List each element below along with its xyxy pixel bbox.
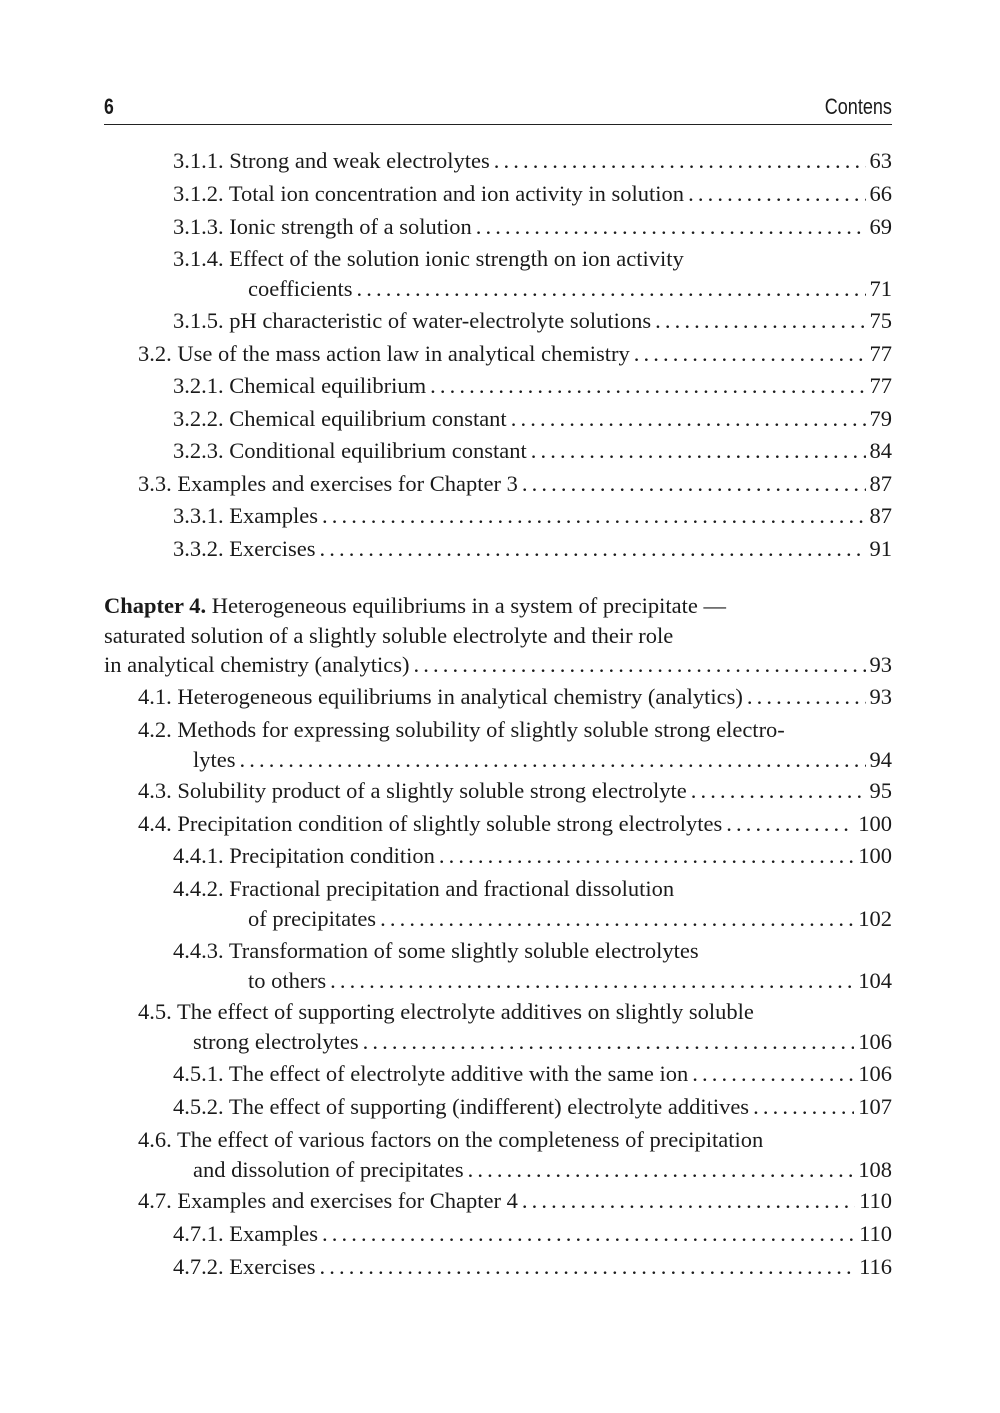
toc-entry-line <box>173 212 892 242</box>
toc-entry-page: 106 <box>858 1061 892 1086</box>
dot-leader <box>688 179 865 209</box>
toc-entry-page: 84 <box>869 438 892 463</box>
toc-entry-page: 100 <box>858 811 892 836</box>
dot-leader <box>726 809 854 839</box>
toc-entry[interactable] <box>173 841 892 871</box>
toc-entry-title: Examples <box>229 503 318 528</box>
toc-entry[interactable] <box>173 874 892 933</box>
toc-entry-title: Precipitation condition of slightly soluble strong electrolytes <box>177 811 723 836</box>
toc-entry[interactable] <box>138 776 892 806</box>
toc-entry-page: 104 <box>858 967 892 993</box>
toc-entry-title: Methods for expressing solubility of slightly soluble strong electro- <box>177 717 785 742</box>
toc-entry-title: coefficients <box>248 275 353 301</box>
toc-entry-number: 4.2. <box>138 717 172 742</box>
toc-entry-page: 66 <box>869 181 892 206</box>
toc-entry[interactable] <box>138 1186 892 1216</box>
toc-entry-line <box>173 1059 892 1089</box>
toc-entry[interactable] <box>138 682 892 712</box>
toc-entry-line <box>248 966 892 995</box>
toc-entry-number: 4.7.2. <box>173 1254 224 1279</box>
toc-entry-number: 3.1.3. <box>173 214 224 239</box>
dot-leader <box>476 212 866 242</box>
toc-entry-number: 4.6. <box>138 1127 172 1152</box>
toc-entry-number: Chapter 4. <box>104 593 207 618</box>
toc-entry[interactable] <box>138 997 892 1057</box>
toc-entry-page: 87 <box>869 503 892 528</box>
toc-entry-number: 4.7.1. <box>173 1221 224 1246</box>
toc-entry-title: Examples <box>229 1221 318 1246</box>
dot-leader <box>330 966 854 995</box>
toc-entry-page: 102 <box>858 905 892 931</box>
toc-entry-number: 3.3. <box>138 471 172 496</box>
toc-entry-title: Conditional equilibrium constant <box>229 438 527 463</box>
dot-leader <box>531 436 866 466</box>
toc-entry-title: Total ion concentration and ion activity in solution <box>228 181 685 206</box>
dot-leader <box>511 404 866 434</box>
toc-entry-title: Examples and exercises for Chapter 3 <box>177 471 518 496</box>
toc-entry-line <box>193 1155 892 1184</box>
dot-leader <box>319 1252 855 1282</box>
toc-entry-line <box>104 621 892 650</box>
toc-entry-number: 3.2.2. <box>173 406 224 431</box>
toc-entry-line <box>173 146 892 176</box>
dot-leader <box>240 745 866 774</box>
toc-entry[interactable] <box>173 501 892 531</box>
toc-entry[interactable] <box>173 179 892 209</box>
toc-entry[interactable] <box>173 404 892 434</box>
toc-entry-number: 4.7. <box>138 1188 172 1213</box>
toc-entry-line <box>138 682 892 712</box>
toc-entry-title: The effect of supporting electrolyte additives on slightly soluble <box>176 999 754 1024</box>
dot-leader <box>634 339 866 369</box>
toc-entry[interactable] <box>173 936 892 995</box>
toc-entry[interactable] <box>138 339 892 369</box>
toc-entry-number: 4.5. <box>138 999 172 1024</box>
toc-entry-number: 3.2.3. <box>173 438 224 463</box>
toc-entry-number: 3.2. <box>138 341 172 366</box>
toc-entry-page: 63 <box>869 148 892 173</box>
toc-entry-title: Chemical equilibrium <box>229 373 427 398</box>
toc-entry-number: 3.3.2. <box>173 536 224 561</box>
toc-entry[interactable] <box>138 1125 892 1184</box>
toc-entry[interactable] <box>173 1219 892 1249</box>
toc-entry[interactable] <box>173 534 892 564</box>
toc-entry-page: 106 <box>858 1028 892 1054</box>
toc-entry-page: 91 <box>869 536 892 561</box>
toc-entry-line <box>173 244 892 274</box>
toc-entry-page: 108 <box>858 1156 892 1182</box>
toc-entry-line <box>248 274 892 304</box>
toc-entry-page: 95 <box>869 778 892 803</box>
toc-entry-title: The effect of electrolyte additive with the same ion <box>228 1061 689 1086</box>
toc-entry[interactable] <box>173 146 892 176</box>
toc-entry-line <box>138 997 892 1027</box>
toc-entry[interactable] <box>173 371 892 401</box>
toc-entry[interactable] <box>173 212 892 242</box>
toc-entry-line <box>173 306 892 336</box>
toc-entry-title: to others <box>248 967 327 993</box>
toc-entry-line <box>193 1027 892 1057</box>
toc-entry-title: Exercises <box>229 536 316 561</box>
toc-entry-page: 87 <box>869 471 892 496</box>
toc-entry-page: 94 <box>869 746 892 772</box>
dot-leader <box>494 146 866 176</box>
toc-entry-number: 4.5.1. <box>173 1061 224 1086</box>
toc-entry-number: 4.1. <box>138 684 172 709</box>
dot-leader <box>522 1186 855 1216</box>
toc-entry-line <box>173 1092 892 1122</box>
toc-entry-line <box>138 715 892 745</box>
dot-leader <box>747 682 866 712</box>
toc-entry-line <box>193 745 892 774</box>
toc-entry[interactable] <box>173 306 892 336</box>
toc-entry-line <box>138 776 892 806</box>
toc-entry-number: 3.3.1. <box>173 503 224 528</box>
toc-entry[interactable] <box>138 469 892 499</box>
toc-entry[interactable] <box>138 715 892 774</box>
toc-entry-line <box>173 501 892 531</box>
toc-entry-line <box>173 1219 892 1249</box>
toc-entry-title: Ionic strength of a solution <box>229 214 472 239</box>
dot-leader <box>319 534 865 564</box>
toc-entry-title: lytes <box>193 746 236 772</box>
toc-entry-page: 77 <box>869 341 892 366</box>
dot-leader <box>357 274 866 304</box>
dot-leader <box>363 1027 855 1057</box>
toc-entry-line <box>138 339 892 369</box>
toc-entry-number: 3.1.4. <box>173 246 224 271</box>
toc-entry[interactable] <box>173 1252 892 1282</box>
toc-entry-number: 3.1.2. <box>173 181 224 206</box>
dot-leader <box>753 1092 854 1122</box>
toc-entry-line <box>173 841 892 871</box>
toc-entry-title: Strong and weak electrolytes <box>229 148 490 173</box>
dot-leader <box>692 1059 854 1089</box>
toc-entry-title: Examples and exercises for Chapter 4 <box>177 1188 518 1213</box>
toc-entry-line <box>138 1125 892 1155</box>
toc-entry-title: in analytical chemistry (analytics) <box>104 651 410 677</box>
toc-entry-line <box>104 650 892 679</box>
toc-entry-title: Transformation of some slightly soluble electrolytes <box>228 938 699 963</box>
toc-entry-number: 4.4. <box>138 811 172 836</box>
dot-leader <box>322 501 866 531</box>
toc-entry-line <box>173 436 892 466</box>
toc-entry-title: Precipitation condition <box>229 843 435 868</box>
toc-entry[interactable] <box>138 809 892 839</box>
toc-entry-title: Effect of the solution ionic strength on ion activity <box>229 246 684 271</box>
toc-entry-number: 3.2.1. <box>173 373 224 398</box>
toc-entry-line <box>173 404 892 434</box>
toc-entry-page: 79 <box>869 406 892 431</box>
toc-entry-title: Solubility product of a slightly soluble strong electrolyte <box>177 778 687 803</box>
toc-entry-title: strong electrolytes <box>193 1028 359 1054</box>
toc-entry-line <box>173 874 892 904</box>
toc-entry-page: 71 <box>869 275 892 301</box>
dot-leader <box>522 469 866 499</box>
toc-entry-line <box>173 534 892 564</box>
toc-entry-page: 107 <box>858 1094 892 1119</box>
dot-leader <box>468 1155 855 1184</box>
toc-entry-title: of precipitates <box>248 905 377 931</box>
toc-entry-number: 4.4.1. <box>173 843 224 868</box>
toc-entry-line <box>138 809 892 839</box>
toc-entry-line <box>173 1252 892 1282</box>
toc-entry-number: 4.4.2. <box>173 876 224 901</box>
toc-entry[interactable] <box>173 244 892 304</box>
toc-entry-title: Fractional precipitation and fractional dissolution <box>229 876 675 901</box>
toc-entry[interactable] <box>104 591 892 679</box>
dot-leader <box>322 1219 855 1249</box>
toc-entry-line <box>173 179 892 209</box>
dot-leader <box>655 306 865 336</box>
toc-entry-title: saturated solution of a slightly soluble electrolyte and their role <box>104 622 674 648</box>
toc-entry-page: 116 <box>859 1254 892 1279</box>
toc-entry-number: 3.1.5. <box>173 308 224 333</box>
toc-entry[interactable] <box>173 1059 892 1089</box>
toc-entry-title: Exercises <box>229 1254 316 1279</box>
toc-entry-title: Use of the mass action law in analytical chemistry <box>177 341 630 366</box>
toc-entry-line <box>173 371 892 401</box>
toc-entry-page: 93 <box>869 684 892 709</box>
dot-leader <box>430 371 865 401</box>
toc-entry-title: Heterogeneous equilibriums in analytical chemistry (analytics) <box>177 684 743 709</box>
toc-entry[interactable] <box>173 1092 892 1122</box>
dot-leader <box>380 904 854 933</box>
toc-entry-line <box>104 591 892 621</box>
toc-entry-line <box>173 936 892 966</box>
toc-entry-title: The effect of supporting (indifferent) electrolyte additives <box>228 1094 750 1119</box>
toc-entry-number: 4.3. <box>138 778 172 803</box>
toc-entry-line <box>248 904 892 933</box>
page-number: 6 <box>104 94 114 119</box>
toc-entry-title: pH characteristic of water-electrolyte solutions <box>229 308 652 333</box>
toc-entry-page: 110 <box>859 1221 892 1246</box>
dot-leader <box>414 650 866 679</box>
toc-entry-page: 69 <box>869 214 892 239</box>
toc-entry-page: 110 <box>859 1188 892 1213</box>
toc-entry-number: 4.4.3. <box>173 938 224 963</box>
toc-entry-page: 93 <box>869 651 892 677</box>
toc-entry-title: and dissolution of precipitates <box>193 1156 464 1182</box>
toc-entry-page: 75 <box>869 308 892 333</box>
dot-leader <box>691 776 866 806</box>
toc-entry-page: 100 <box>858 843 892 868</box>
toc-entry[interactable] <box>173 436 892 466</box>
toc-entry-title: Heterogeneous equilibriums in a system of precipitate — <box>211 593 726 618</box>
toc-entry-line <box>138 1186 892 1216</box>
toc-entry-page: 77 <box>869 373 892 398</box>
toc-entry-title: The effect of various factors on the completeness of precipitation <box>176 1127 764 1152</box>
toc-entry-line <box>138 469 892 499</box>
header-rule <box>104 124 892 125</box>
toc-entry-number: 3.1.1. <box>173 148 224 173</box>
toc-entry-title: Chemical equilibrium constant <box>229 406 507 431</box>
running-title: Contens <box>824 94 892 119</box>
dot-leader <box>439 841 854 871</box>
toc-entry-number: 4.5.2. <box>173 1094 224 1119</box>
